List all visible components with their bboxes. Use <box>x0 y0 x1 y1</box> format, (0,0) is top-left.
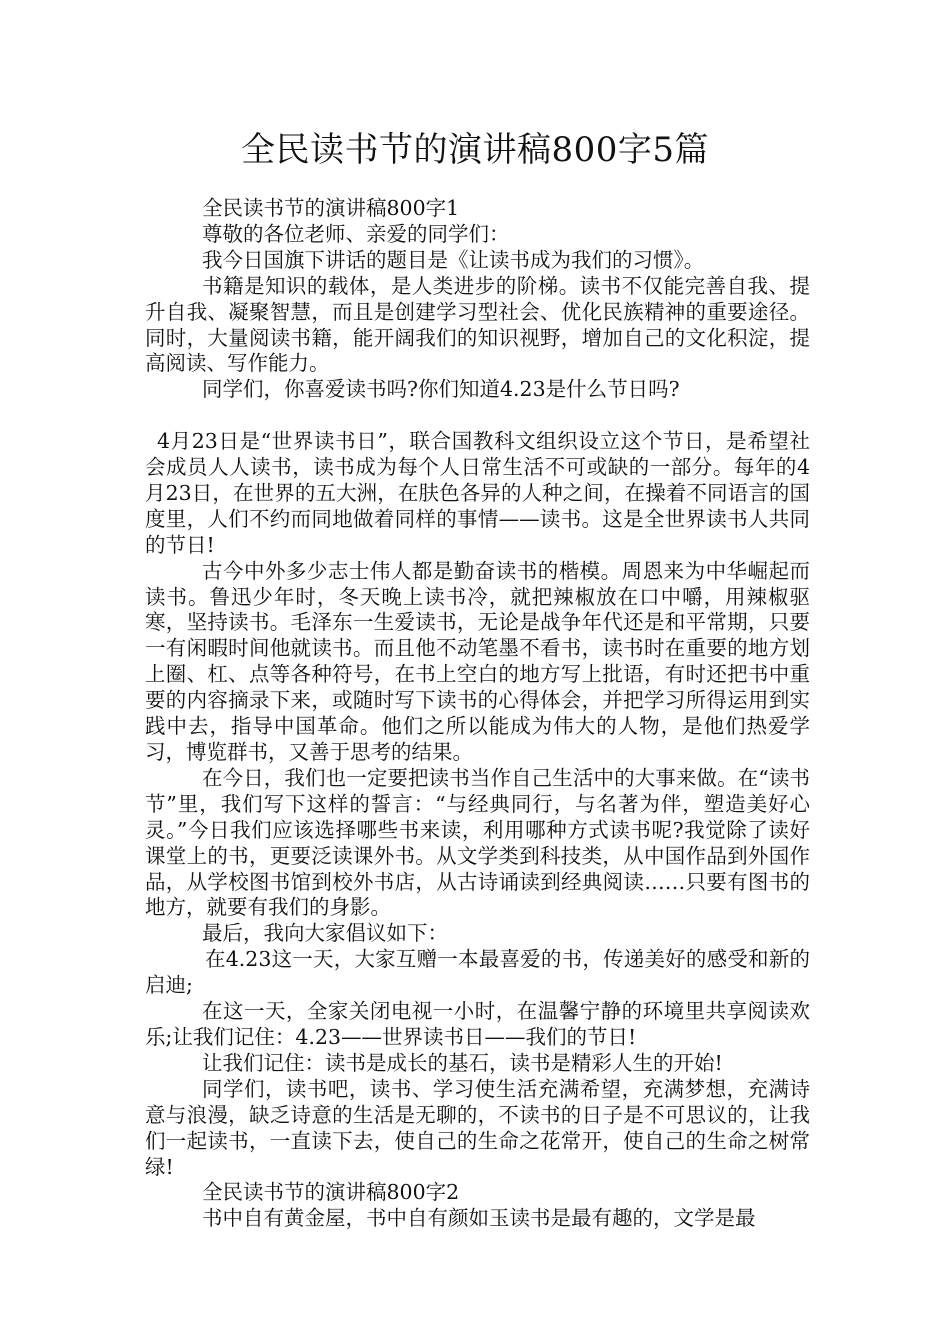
paragraph-great-people: 古今中外多少志士伟人都是勤奋读书的楷模。周恩来为中华崛起而读书。鲁迅少年时，冬天晚上读书冷，就把辣椒放在口中嚼，用辣椒驱寒，坚持读书。毛泽东一生爱读书，无论是战争年代还是和平常期，只要一有闲暇时间他就读书。而且他不动笔墨不看书，读书时在重要的地方划上圈、杠、点等各种符号，在书上空白的地方写上批语，有时还把书中重要的内容摘录下来，或随时写下读书的心得体会，并把学习所得运用到实践中去，指导中国革命。他们之所以能成为伟大的人物，是他们热爱学习，博览群书，又善于思考的结果。 <box>145 558 810 765</box>
paragraph-proposal-intro: 最后，我向大家倡议如下： <box>202 921 448 946</box>
paragraph-proposal-2: 在这一天，全家关闭电视一小时，在温馨宁静的环境里共享阅读欢乐;让我们记住：4.23——世界读书日——我们的节日! <box>145 999 810 1049</box>
section-heading-2: 全民读书节的演讲稿800字2 <box>202 1180 460 1205</box>
document-body <box>145 196 810 1232</box>
paragraph-proposal-1: 在4.23这一天，大家互赠一本最喜爱的书，传递美好的感受和新的启迪; <box>145 947 810 998</box>
paragraph-closing: 同学们，读书吧，读书、学习使生活充满希望，充满梦想，充满诗意与浪漫，缺乏诗意的生活是无聊的，不读书的日子是不可思议的，让我们一起读书，一直读下去，使自己的生命之花常开，使自己的生命之树常绿! <box>145 1076 810 1179</box>
paragraph-remember: 让我们记住：读书是成长的基石，读书是精彩人生的开始! <box>202 1050 723 1075</box>
salutation: 尊敬的各位老师、亲爱的同学们： <box>202 221 510 246</box>
section-heading-1: 全民读书节的演讲稿800字1 <box>202 196 460 220</box>
document-title: 全民读书节的演讲稿800字5篇 <box>240 130 710 170</box>
paragraph-books-knowledge: 书籍是知识的载体，是人类进步的阶梯。读书不仅能完善自我、提升自我、凝聚智慧，而且是创建学习型社会、优化民族精神的重要途径。同时，大量阅读书籍，能开阔我们的知识视野，增加自己的文化积淀，提高阅读、写作能力。 <box>145 273 810 376</box>
paragraph-world-book-day: 4月23日是“世界读书日”，联合国教科文组织设立这个节日，是希望社会成员人人读书，读书成为每个人日常生活不可或缺的一部分。每年的4月23日，在世界的五大洲，在肤色各异的人种之间，在操着不同语言的国度里，人们不约而同地做着同样的事情——读书。这是全世界读书人共同的节日! <box>145 429 810 557</box>
paragraph-topic: 我今日国旗下讲话的题目是《让读书成为我们的习惯》。 <box>202 247 705 272</box>
paragraph-section2-start: 书中自有黄金屋，书中自有颜如玉读书是最有趣的，文学是最 <box>202 1206 756 1231</box>
blank-line <box>145 403 810 429</box>
paragraph-today: 在今日，我们也一定要把读书当作自己生活中的大事来做。在“读书节”里，我们写下这样的誓言：“与经典同行，与名著为伴，塑造美好心灵。”今日我们应该选择哪些书来读，利用哪种方式读书呢?我觉除了读好课堂上的书，更要泛读课外书。从文学类到科技类，从中国作品到外国作品，从学校图书馆到校外书店，从古诗诵读到经典阅读……只要有图书的地方，就要有我们的身影。 <box>145 765 810 920</box>
paragraph-question: 同学们，你喜爱读书吗?你们知道4.23是什么节日吗? <box>202 377 680 402</box>
